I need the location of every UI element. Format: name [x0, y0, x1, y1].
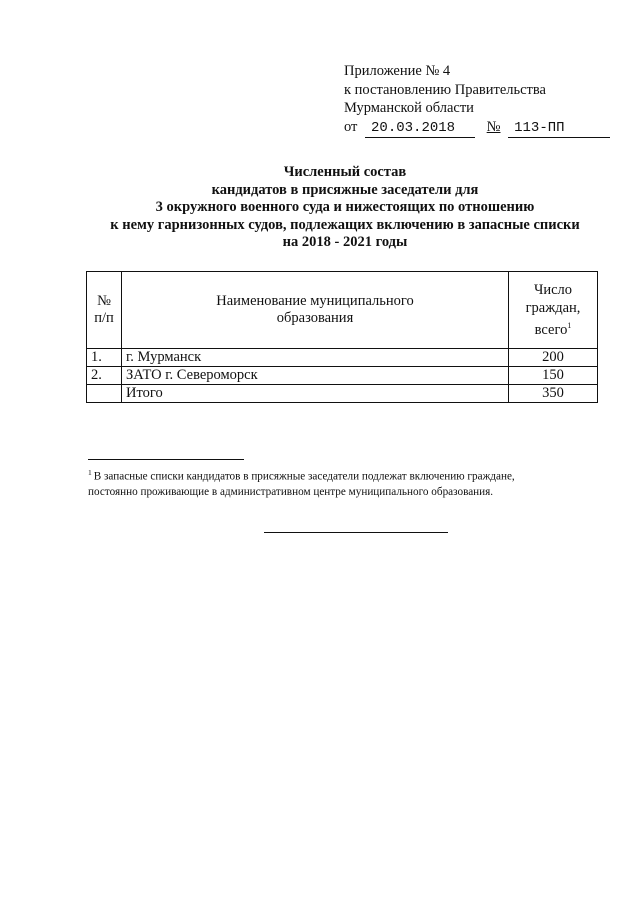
footnote-reference: 1: [567, 321, 572, 331]
date-value: 20.03.2018: [365, 119, 475, 139]
row-num: 1.: [87, 349, 122, 367]
date-label: от: [344, 118, 358, 135]
table-header-row: [87, 272, 598, 349]
row-name: ЗАТО г. Североморск: [122, 367, 509, 385]
footnote-mark: 1: [88, 468, 92, 477]
footnote-line-2: постоянно проживающие в административном центре муниципального образования.: [88, 485, 494, 498]
total-count: 350: [509, 385, 598, 403]
data-table: [86, 271, 598, 403]
header-num-line-2: п/п: [94, 310, 114, 326]
row-count: 200: [509, 349, 598, 367]
header-name-line-2: образования: [276, 310, 354, 326]
table-row: [87, 349, 598, 367]
appendix-region: Мурманской области: [344, 100, 474, 116]
appendix-title: Приложение № 4: [344, 63, 451, 79]
title-line-1: Численный состав: [283, 164, 407, 180]
footnote-divider: [88, 459, 244, 460]
table-total-row: [87, 385, 598, 403]
title-line-4: к нему гарнизонных судов, подлежащих включению в запасные списки: [110, 216, 580, 233]
footnote-text-1: В запасные списки кандидатов в присяжные заседатели подлежат включению граждане,: [93, 470, 515, 483]
number-value: 113-ПП: [508, 119, 610, 139]
header-count-line-2: граждан,: [525, 300, 581, 317]
end-divider: [264, 532, 448, 533]
title-line-3: 3 окружного военного суда и нижестоящих по отношению: [155, 199, 535, 215]
title-line-5: на 2018 - 2021 годы: [282, 234, 408, 250]
number-label: №: [486, 118, 501, 135]
header-count-line-3: [513, 317, 593, 339]
header-count-line-1: Число: [533, 282, 573, 299]
appendix-resolution: к постановлению Правительства: [344, 81, 546, 98]
table-row: [87, 367, 598, 385]
footnote: [88, 465, 598, 500]
title-line-2: кандидатов в присяжные заседатели для: [211, 181, 479, 198]
header-count: [509, 272, 598, 349]
row-name: г. Мурманск: [122, 349, 509, 367]
header-name-line-1: Наименование муниципального: [216, 293, 414, 309]
appendix-block: [344, 62, 610, 138]
footnote-line-1: [88, 465, 598, 485]
total-num: [87, 385, 122, 403]
row-count: 150: [509, 367, 598, 385]
header-num-line-1: №: [97, 293, 111, 309]
header-name: [122, 272, 509, 349]
header-count-text: всего: [534, 321, 568, 338]
total-label: Итого: [122, 385, 509, 403]
appendix-date-row: [344, 118, 610, 139]
row-num: 2.: [87, 367, 122, 385]
header-num: [87, 272, 122, 349]
document-title: [50, 164, 640, 252]
